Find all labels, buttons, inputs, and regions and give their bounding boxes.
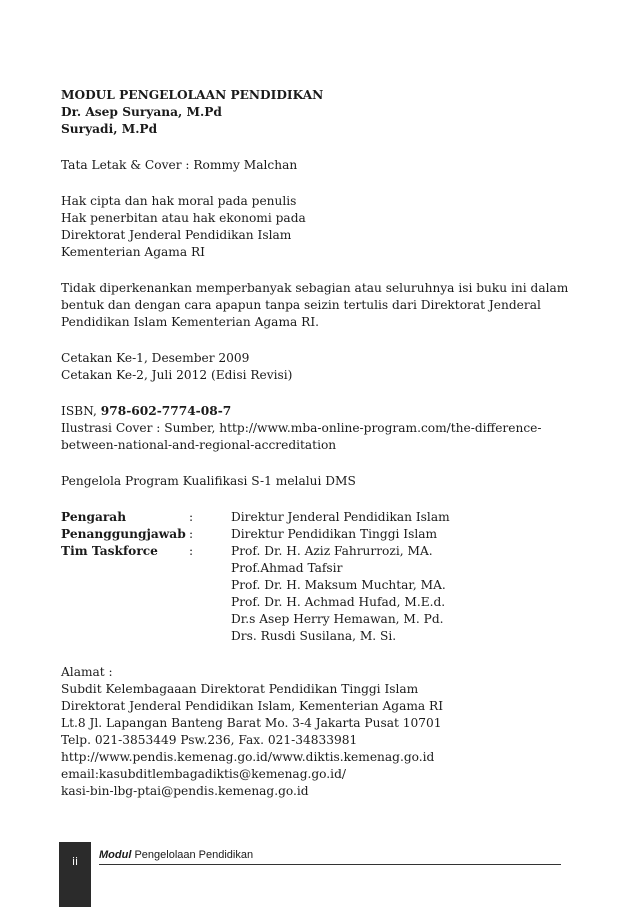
team-name: Drs. Rusdi Susilana, M. Si. xyxy=(231,629,397,643)
rights-line: Hak cipta dan hak moral pada penulis xyxy=(61,194,297,208)
program-line: Pengelola Program Kualifikasi S-1 melalui DMS xyxy=(61,474,356,488)
team-role: Pengarah xyxy=(61,510,127,524)
team-role xyxy=(61,594,189,611)
footer-title-rest: Pengelolaan Pendidikan xyxy=(131,849,254,861)
address-line: Lt.8 Jl. Lapangan Banteng Barat Mo. 3-4 Jakarta Pusat 10701 xyxy=(61,716,442,730)
address-line: Telp. 021-3853449 Psw.236, Fax. 021-34833981 xyxy=(61,733,358,747)
team-name: Prof. Dr. H. Aziz Fahrurrozi, MA. xyxy=(231,544,433,558)
team-role: Tim Taskforce xyxy=(61,544,158,558)
isbn-value: 978-602-7774-08-7 xyxy=(100,404,232,418)
team-list xyxy=(61,509,581,645)
team-name: Direktur Pendidikan Tinggi Islam xyxy=(231,527,438,541)
address-line: kasi-bin-lbg-ptai@pendis.kemenag.go.id xyxy=(61,784,309,798)
team-separator: : xyxy=(189,544,194,558)
team-separator: : xyxy=(189,510,194,524)
address-line: Direktorat Jenderal Pendidikan Islam, Kementerian Agama RI xyxy=(61,699,444,713)
illustration-line: Ilustrasi Cover : Sumber, http://www.mba-online-program.com/the-difference- xyxy=(61,421,542,435)
edition-line: Cetakan Ke-2, Juli 2012 (Edisi Revisi) xyxy=(61,368,293,382)
team-name: Prof. Dr. H. Achmad Hufad, M.E.d. xyxy=(231,595,446,609)
rights-line: Hak penerbitan atau hak ekonomi pada xyxy=(61,211,306,225)
address-line: email:kasubditlembagadiktis@kemenag.go.id/ xyxy=(61,767,346,781)
team-name: Prof.Ahmad Tafsir xyxy=(231,561,343,575)
team-name: Direktur Jenderal Pendidikan Islam xyxy=(231,510,450,524)
page-number: ii xyxy=(71,855,79,868)
address-line: http://www.pendis.kemenag.go.id/www.diktis.kemenag.go.id xyxy=(61,750,435,764)
address-line: Subdit Kelembagaaan Direktorat Pendidikan Tinggi Islam xyxy=(61,682,419,696)
team-separator: : xyxy=(189,527,194,541)
footer-title-bold: Modul xyxy=(99,849,132,861)
team-role: Penanggungjawab xyxy=(61,527,186,541)
running-footer-title xyxy=(99,849,253,861)
isbn-line xyxy=(61,403,581,420)
team-name: Dr.s Asep Herry Hemawan, M. Pd. xyxy=(231,612,444,626)
team-separator xyxy=(189,628,231,645)
team-role xyxy=(61,560,189,577)
layout-credit: Tata Letak & Cover : Rommy Malchan xyxy=(61,158,298,172)
team-separator xyxy=(189,560,231,577)
colophon xyxy=(61,87,581,800)
notice-line: Tidak diperkenankan memperbanyak sebagian atau seluruhnya isi buku ini dalam xyxy=(61,281,569,295)
team-role xyxy=(61,628,189,645)
team-role xyxy=(61,577,189,594)
team-role xyxy=(61,611,189,628)
notice-line: bentuk dan dengan cara apapun tanpa seizin tertulis dari Direktorat Jenderal xyxy=(61,298,541,312)
illustration-line: between-national-and-regional-accreditation xyxy=(61,438,337,452)
book-title: MODUL PENGELOLAAN PENDIDIKAN xyxy=(61,88,324,102)
team-name: Prof. Dr. H. Maksum Muchtar, MA. xyxy=(231,578,446,592)
rights-line: Kementerian Agama RI xyxy=(61,245,205,259)
author-name: Dr. Asep Suryana, M.Pd xyxy=(61,105,222,119)
team-separator xyxy=(189,611,231,628)
address-label: Alamat : xyxy=(61,665,113,679)
team-separator xyxy=(189,594,231,611)
rights-line: Direktorat Jenderal Pendidikan Islam xyxy=(61,228,292,242)
team-separator xyxy=(189,577,231,594)
footer-rule xyxy=(99,864,561,865)
author-name: Suryadi, M.Pd xyxy=(61,122,158,136)
notice-line: Pendidikan Islam Kementerian Agama RI. xyxy=(61,315,320,329)
isbn-label: ISBN, xyxy=(61,404,101,418)
page-number-tab xyxy=(59,842,91,907)
edition-line: Cetakan Ke-1, Desember 2009 xyxy=(61,351,250,365)
